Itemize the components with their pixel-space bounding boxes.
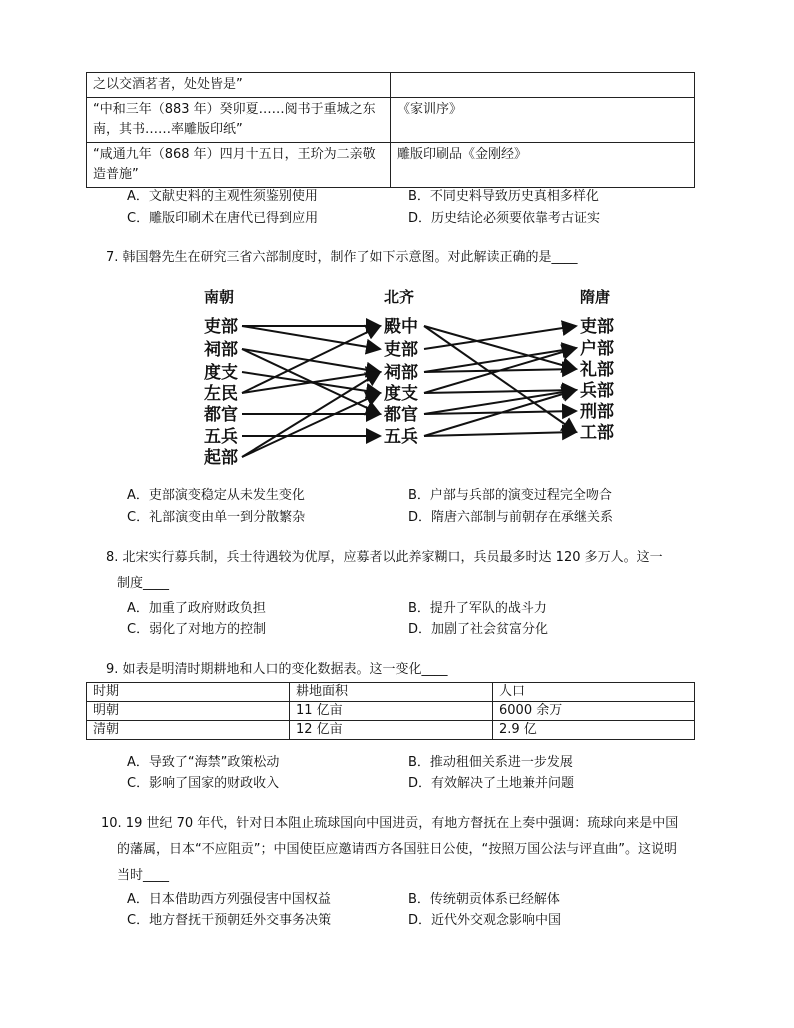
suitang-ministry-3: 兵部: [580, 381, 614, 401]
column-header: 人口: [493, 683, 695, 702]
q8-stem-line2: 制度____: [117, 576, 170, 591]
qi-ministry-0: 殿中: [384, 317, 418, 337]
diagram-header-suitang: 隋唐: [580, 288, 611, 306]
ministry-evolution-diagram: [198, 282, 622, 472]
qi-ministry-4: 都官: [384, 405, 418, 425]
table-cell: 之以交酒茗者，处处皆是”: [87, 73, 391, 98]
q8-option-b[interactable]: B．提升了军队的战斗力: [408, 601, 547, 616]
q7-option-b[interactable]: B．户部与兵部的演变过程完全吻合: [408, 488, 612, 503]
q7-stem: 7. 韩国磐先生在研究三省六部制度时，制作了如下示意图。对此解读正确的是____: [106, 250, 578, 265]
column-header: 时期: [87, 683, 290, 702]
q9-stem: 9. 如表是明清时期耕地和人口的变化数据表。这一变化____: [106, 662, 448, 677]
suitang-ministry-0: 吏部: [580, 317, 614, 337]
q10-stem-line2: 的藩属，日本“不应阻贡”；中国使臣应邀请西方各国驻日公使，“按照万国公法与评直曲”。这说明: [117, 842, 677, 857]
q8-option-c[interactable]: C．弱化了对地方的控制: [127, 622, 267, 637]
q9-data-table: [86, 682, 695, 740]
qi-ministry-2: 祠部: [384, 363, 418, 383]
table-row: [87, 702, 695, 721]
table-cell: [391, 73, 695, 98]
arrow-qi-to-suitang: [424, 390, 576, 414]
table-cell: 《家训序》: [391, 98, 695, 143]
q9-option-c[interactable]: C．影响了国家的财政收入: [127, 776, 280, 791]
table-row: [87, 98, 695, 143]
table-cell: 明朝: [87, 702, 290, 721]
arrow-qi-to-suitang: [424, 326, 576, 369]
left-ministry-0: 吏部: [204, 317, 238, 337]
arrow-qi-to-suitang: [424, 348, 576, 393]
q8-stem-line1: 8. 北宋实行募兵制，兵士待遇较为优厚，应募者以此养家糊口，兵员最多时达 120 多万人。这一: [106, 550, 663, 565]
diagram-header-qi: 北齐: [384, 288, 415, 306]
q9-option-a[interactable]: A．导致了“海禁”政策松动: [127, 755, 280, 770]
q6-option-d[interactable]: D．历史结论必须要依靠考古证实: [408, 211, 601, 226]
column-header: 耕地面积: [290, 683, 493, 702]
q10-stem-line1: 10. 19 世纪 70 年代，针对日本阻止琉球国向中国进贡，有地方督抚在上奏中强调：琉球向来是中国: [101, 816, 679, 831]
suitang-ministry-1: 户部: [580, 339, 614, 359]
table-cell: 清朝: [87, 721, 290, 740]
table-cell: “咸通九年（868 年）四月十五日，王玠为二亲敬造普施”: [87, 143, 391, 188]
left-ministry-2: 度支: [204, 363, 238, 383]
table-cell: 12 亿亩: [290, 721, 493, 740]
qi-ministry-1: 吏部: [384, 340, 418, 360]
table-row: [87, 73, 695, 98]
qi-ministry-3: 度支: [384, 384, 418, 404]
left-ministry-5: 五兵: [204, 427, 238, 447]
left-ministry-3: 左民: [204, 384, 238, 404]
arrow-qi-to-suitang: [424, 348, 576, 372]
table-cell: 2.9 亿: [493, 721, 695, 740]
table-cell: 11 亿亩: [290, 702, 493, 721]
diagram-header-southern: 南朝: [204, 288, 235, 306]
q6-option-c[interactable]: C．雕版印刷术在唐代已得到应用: [127, 211, 319, 226]
left-ministry-6: 起部: [204, 448, 238, 468]
left-ministry-1: 祠部: [204, 340, 238, 360]
table-cell: “中和三年（883 年）癸卯夏……阅书于重城之东南，其书……率雕版印纸”: [87, 98, 391, 143]
q8-option-a[interactable]: A．加重了政府财政负担: [127, 601, 266, 616]
q10-option-a[interactable]: A．日本借助西方列强侵害中国权益: [127, 892, 331, 907]
table-cell: 雕版印刷品《金刚经》: [391, 143, 695, 188]
arrow-left-to-qi: [242, 326, 380, 349]
q7-option-a[interactable]: A．吏部演变稳定从未发生变化: [127, 488, 305, 503]
q6-option-b[interactable]: B．不同史料导致历史真相多样化: [408, 189, 599, 204]
table-row: [87, 143, 695, 188]
arrow-left-to-qi: [242, 393, 380, 457]
q10-option-b[interactable]: B．传统朝贡体系已经解体: [408, 892, 560, 907]
left-ministry-4: 都官: [204, 405, 238, 425]
suitang-ministry-2: 礼部: [580, 360, 614, 380]
arrow-qi-to-suitang: [424, 326, 576, 432]
source-table: [86, 72, 695, 188]
table-header-row: [87, 683, 695, 702]
table-row: [87, 721, 695, 740]
q7-option-d[interactable]: D．隋唐六部制与前朝存在承继关系: [408, 510, 614, 525]
suitang-ministry-5: 工部: [580, 423, 614, 443]
q10-stem-line3: 当时____: [117, 868, 170, 883]
arrow-qi-to-suitang: [424, 326, 576, 349]
q8-option-d[interactable]: D．加剧了社会贫富分化: [408, 622, 549, 637]
suitang-ministry-4: 刑部: [580, 402, 614, 422]
table-cell: 6000 余万: [493, 702, 695, 721]
qi-ministry-5: 五兵: [384, 427, 418, 447]
q9-option-d[interactable]: D．有效解决了土地兼并问题: [408, 776, 575, 791]
q7-option-c[interactable]: C．礼部演变由单一到分散繁杂: [127, 510, 306, 525]
q10-option-d[interactable]: D．近代外交观念影响中国: [408, 913, 562, 928]
arrow-qi-to-suitang: [424, 432, 576, 436]
q9-option-b[interactable]: B．推动租佃关系进一步发展: [408, 755, 573, 770]
arrow-qi-to-suitang: [424, 390, 576, 393]
q10-option-c[interactable]: C．地方督抚干预朝廷外交事务决策: [127, 913, 332, 928]
q6-option-a[interactable]: A．文献史料的主观性须鉴别使用: [127, 189, 318, 204]
